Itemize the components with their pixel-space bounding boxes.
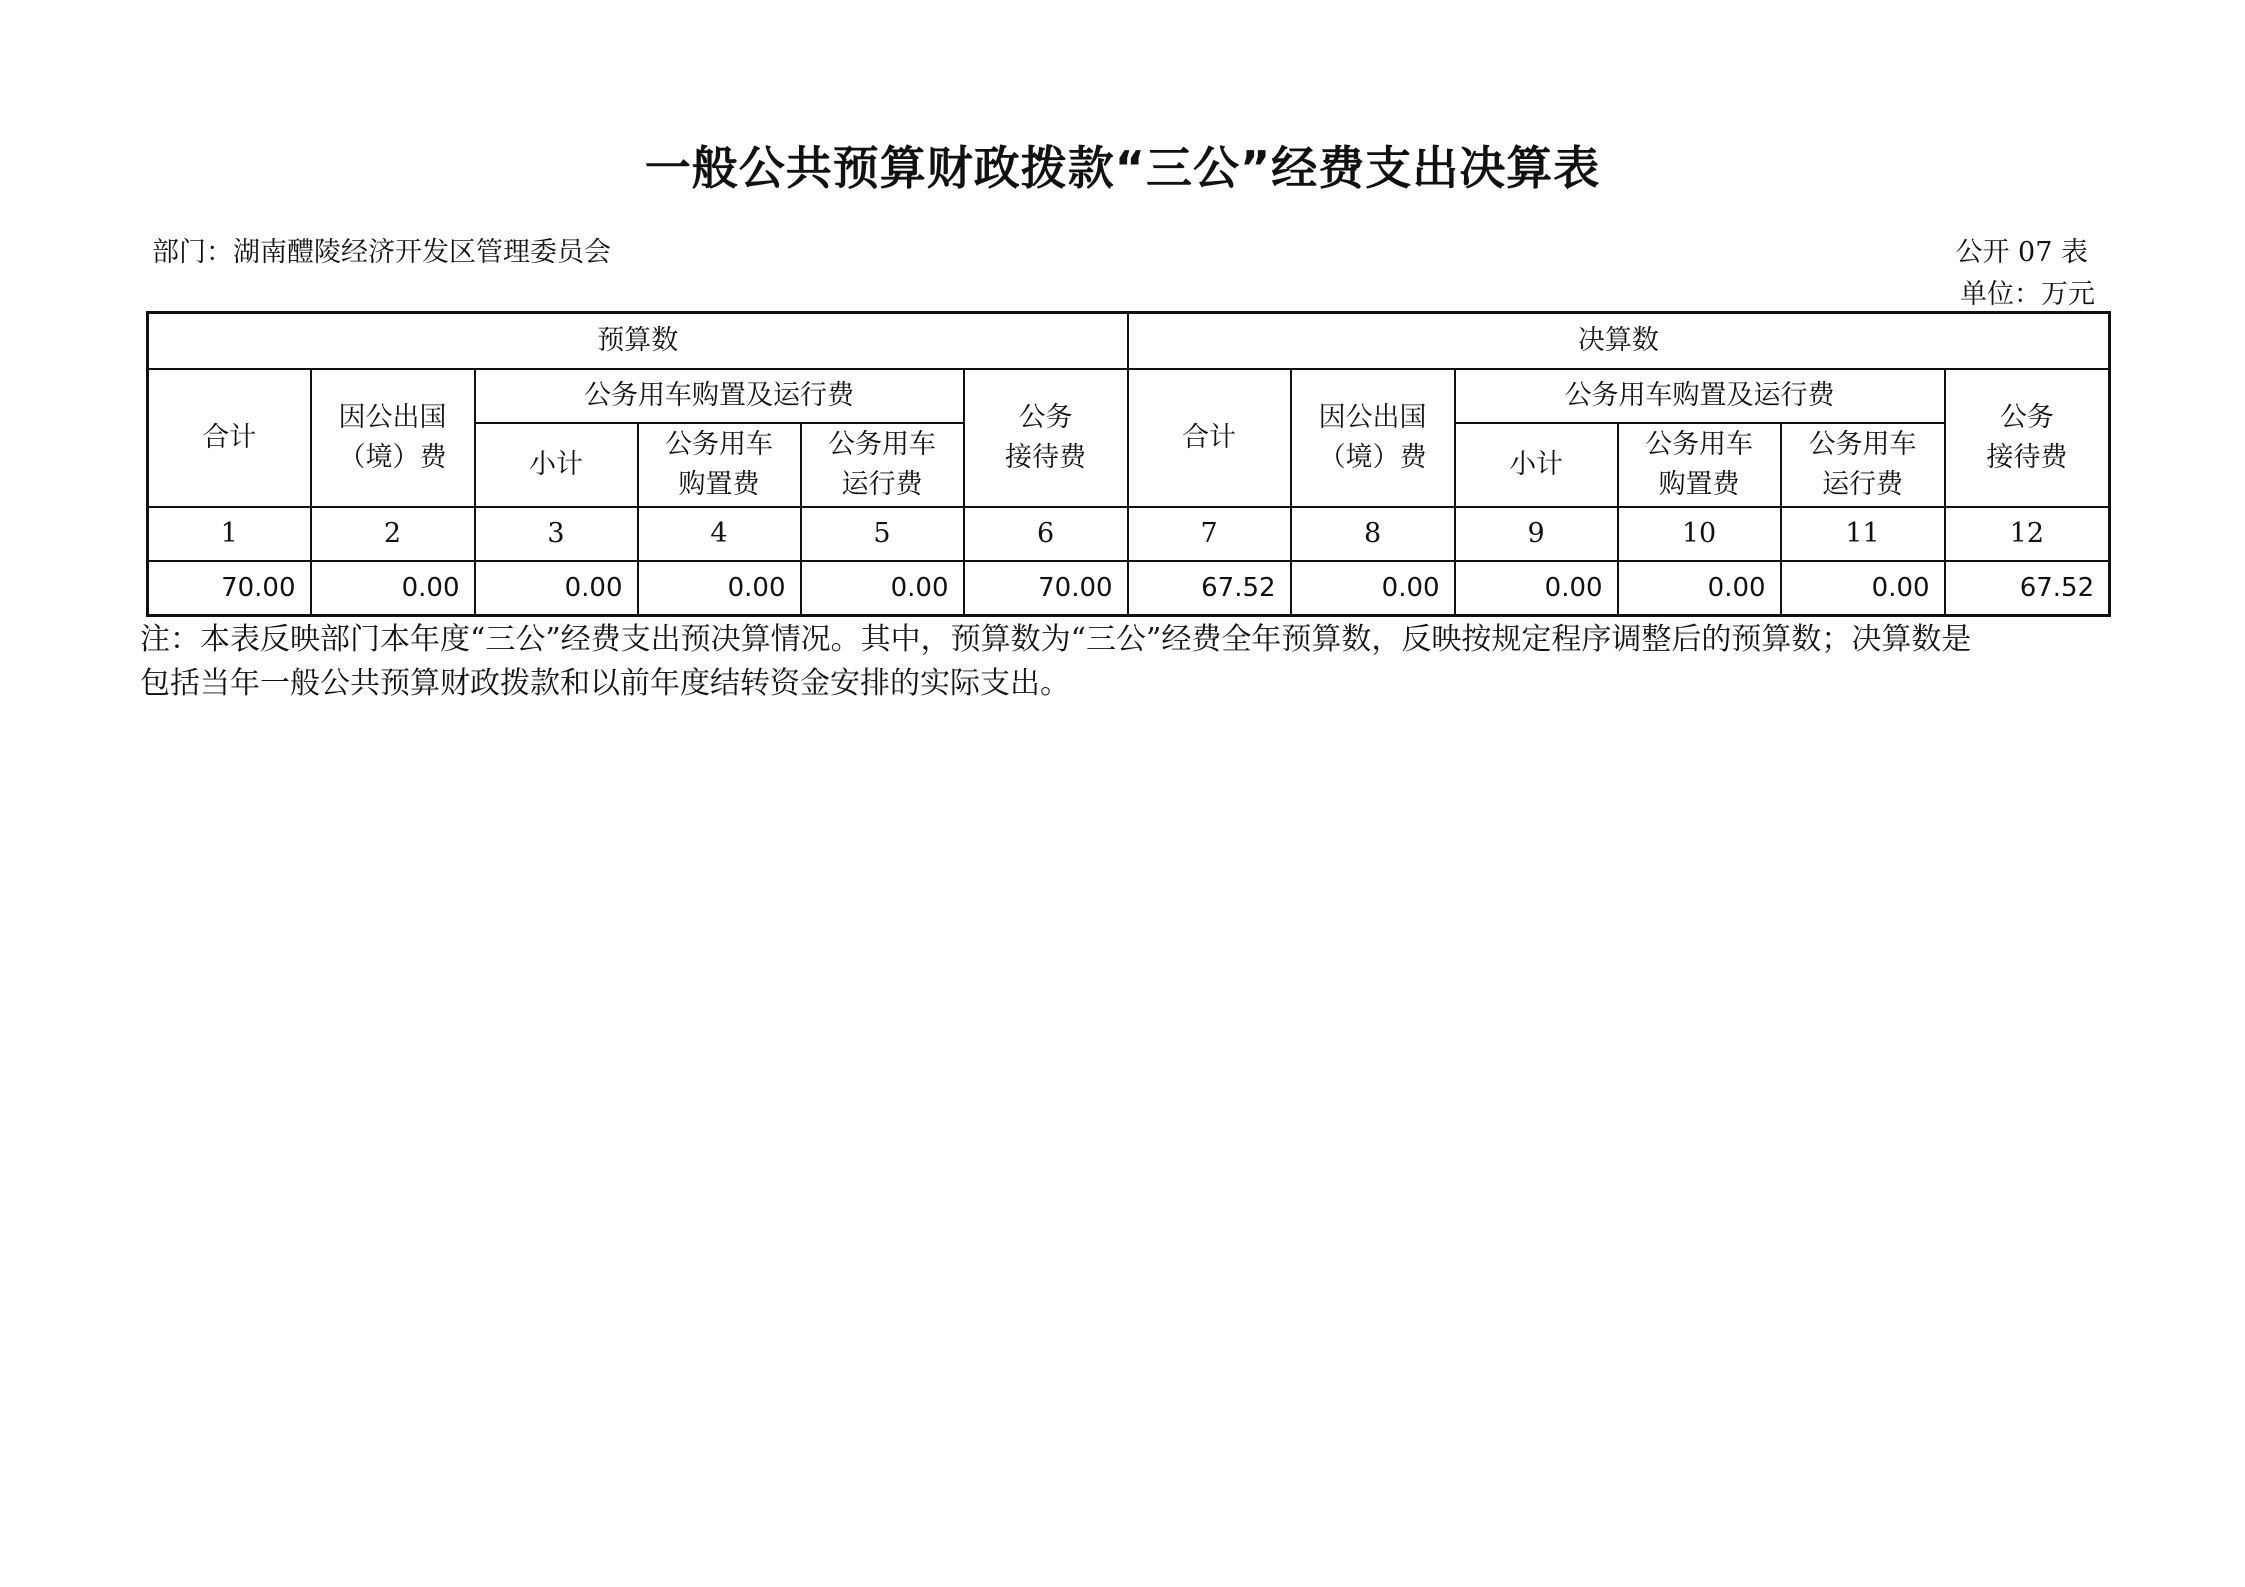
value-cell: 0.00 — [801, 561, 964, 616]
header-line: 购置费 — [678, 468, 760, 500]
column-number: 1 — [148, 507, 311, 561]
column-header-row — [148, 369, 2110, 423]
budget-group-header: 预算数 — [148, 313, 1128, 369]
value-cell: 0.00 — [1455, 561, 1618, 616]
budget-operation-header — [801, 423, 964, 507]
header-line: 接待费 — [1986, 441, 2068, 473]
header-line: 因公出国 — [1318, 401, 1427, 433]
column-number: 6 — [964, 507, 1128, 561]
header-line: （境）费 — [1318, 441, 1427, 473]
final-subtotal-header: 小计 — [1455, 423, 1618, 507]
final-reception-header — [1945, 369, 2110, 507]
value-cell: 67.52 — [1945, 561, 2110, 616]
header-line: 公务用车 — [1808, 428, 1917, 460]
header-line: （境）费 — [338, 441, 447, 473]
column-number: 9 — [1455, 507, 1618, 561]
budget-total-header: 合计 — [148, 369, 311, 507]
table-row — [148, 561, 2110, 616]
group-header-row — [148, 313, 2110, 369]
value-cell: 0.00 — [1291, 561, 1455, 616]
form-number: 公开 07 表 — [1955, 237, 2088, 268]
page-title: 一般公共预算财政拨款“三公”经费支出决算表 — [644, 141, 1601, 195]
final-abroad-header — [1291, 369, 1455, 507]
three-public-expenses-table — [146, 311, 2111, 617]
budget-vehicle-group-header: 公务用车购置及运行费 — [475, 369, 964, 423]
note-line: 注：本表反映部门本年度“三公”经费支出预决算情况。其中，预算数为“三公”经费全年预算数，反映按规定程序调整后的预算数；决算数是 — [140, 622, 1972, 657]
column-number: 11 — [1781, 507, 1945, 561]
column-number: 4 — [638, 507, 801, 561]
column-number: 5 — [801, 507, 964, 561]
final-group-header: 决算数 — [1128, 313, 2110, 369]
header-line: 公务用车 — [1645, 428, 1754, 460]
column-number: 2 — [311, 507, 475, 561]
value-cell: 67.52 — [1128, 561, 1291, 616]
budget-reception-header — [964, 369, 1128, 507]
header-line: 接待费 — [1005, 441, 1087, 473]
final-total-header: 合计 — [1128, 369, 1291, 507]
column-number: 7 — [1128, 507, 1291, 561]
column-number: 3 — [475, 507, 638, 561]
final-operation-header — [1781, 423, 1945, 507]
department-label: 部门：湖南醴陵经济开发区管理委员会 — [152, 237, 611, 268]
unit-label: 单位：万元 — [1960, 279, 2095, 310]
value-cell: 0.00 — [475, 561, 638, 616]
value-cell: 0.00 — [1781, 561, 1945, 616]
note-line: 包括当年一般公共预算财政拨款和以前年度结转资金安排的实际支出。 — [140, 666, 1070, 701]
header-line: 公务 — [1999, 401, 2054, 433]
header-line: 因公出国 — [338, 401, 447, 433]
header-line: 公务用车 — [665, 428, 773, 460]
budget-abroad-header — [311, 369, 475, 507]
header-line: 运行费 — [1822, 468, 1904, 500]
table-note — [140, 618, 2160, 706]
header-line: 购置费 — [1658, 468, 1740, 500]
budget-purchase-header — [638, 423, 801, 507]
value-cell: 70.00 — [964, 561, 1128, 616]
column-number: 10 — [1618, 507, 1781, 561]
value-cell: 0.00 — [1618, 561, 1781, 616]
header-line: 公务用车 — [828, 428, 936, 460]
value-cell: 70.00 — [148, 561, 311, 616]
final-purchase-header — [1618, 423, 1781, 507]
header-line: 运行费 — [841, 468, 923, 500]
budget-subtotal-header: 小计 — [475, 423, 638, 507]
column-number: 12 — [1945, 507, 2110, 561]
final-vehicle-group-header: 公务用车购置及运行费 — [1455, 369, 1945, 423]
header-line: 公务 — [1018, 401, 1073, 433]
column-number-row — [148, 507, 2110, 561]
column-number: 8 — [1291, 507, 1455, 561]
value-cell: 0.00 — [311, 561, 475, 616]
value-cell: 0.00 — [638, 561, 801, 616]
